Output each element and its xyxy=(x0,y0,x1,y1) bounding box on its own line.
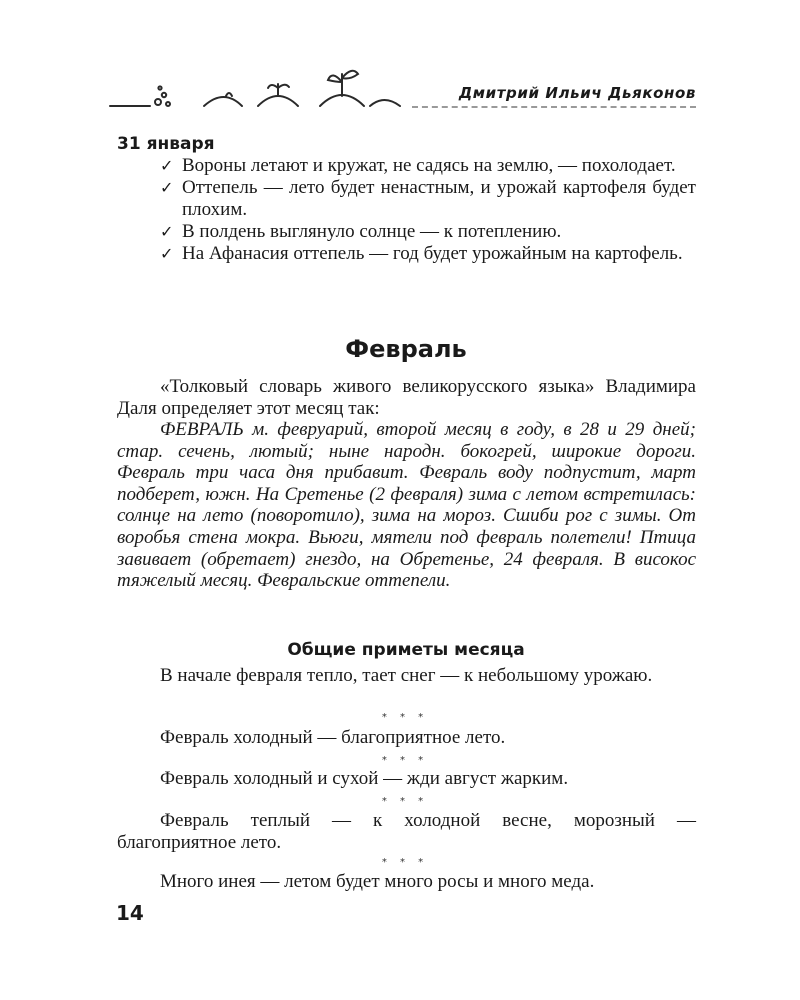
date-heading: 31 января xyxy=(117,134,215,154)
sign-paragraph: Февраль теплый — к холодной весне, морозный — благоприятное лето. xyxy=(117,810,696,853)
sign-paragraph: Февраль холодный — благоприятное лето. xyxy=(160,727,506,748)
separator-stars: * * * xyxy=(381,712,429,723)
author-name: Дмитрий Ильич Дьяконов xyxy=(458,84,696,102)
intro-paragraph: «Толковый словарь живого великорусского языка» Владимира Даля определяет этот месяц так: xyxy=(117,376,696,419)
list-item: ✓ На Афанасия оттепель — год будет урожайным на картофель. xyxy=(160,243,683,264)
list-item: ✓ В полдень выглянуло солнце — к потеплению. xyxy=(160,221,562,242)
check-icon: ✓ xyxy=(160,222,174,241)
signs-heading: Общие приметы месяца xyxy=(287,640,525,660)
dictionary-quote: ФЕВРАЛЬ м. февруарий, второй месяц в году, в 28 и 29 дней; стар. сечень, лютый; ныне народн. бокогрей, широкие дороги. Февраль три часа дня прибавит. Февраль воду подпустит, март подберет, южн. На Сретенье (2 февраля) зима с летом встретилась: солнце на лето (поворотило), зима на мороз. Сшиби рог с зимы. От воробья стена мокра. Вьюги, мятели под февраль полетели! Птица завивает (обретает) гнездо, на Обретенье, 24 февраля. В високос тяжелый месяц. Февральские оттепели. xyxy=(117,419,696,592)
separator-stars: * * * xyxy=(381,796,429,807)
page-number: 14 xyxy=(116,901,144,925)
sprout-tip-icon xyxy=(226,93,232,96)
check-icon: ✓ xyxy=(160,178,174,197)
list-item: ✓ Вороны летают и кружат, не садясь на землю, — похолодает. xyxy=(160,155,676,176)
omens-list xyxy=(160,155,696,265)
list-item: ✓ Оттепель — лето будет ненастным, и урожай картофеля будет плохим. xyxy=(160,177,696,220)
sign-paragraph: Февраль холодный и сухой — жди август жарким. xyxy=(160,768,569,789)
seed-icon xyxy=(155,86,170,106)
sprouting-seedlings-ornament xyxy=(108,66,404,112)
separator-stars: * * * xyxy=(381,857,429,868)
mound-icon xyxy=(204,97,242,106)
separator-stars: * * * xyxy=(381,755,429,766)
section-title: Февраль xyxy=(345,335,467,363)
sign-paragraph: Много инея — летом будет много росы и много меда. xyxy=(160,871,595,892)
mound-sprout-icon xyxy=(258,96,298,106)
header-divider xyxy=(412,106,696,108)
check-icon: ✓ xyxy=(160,156,174,175)
sign-paragraph: В начале февраля тепло, тает снег — к небольшому урожаю. xyxy=(160,665,653,686)
check-icon: ✓ xyxy=(160,244,174,263)
